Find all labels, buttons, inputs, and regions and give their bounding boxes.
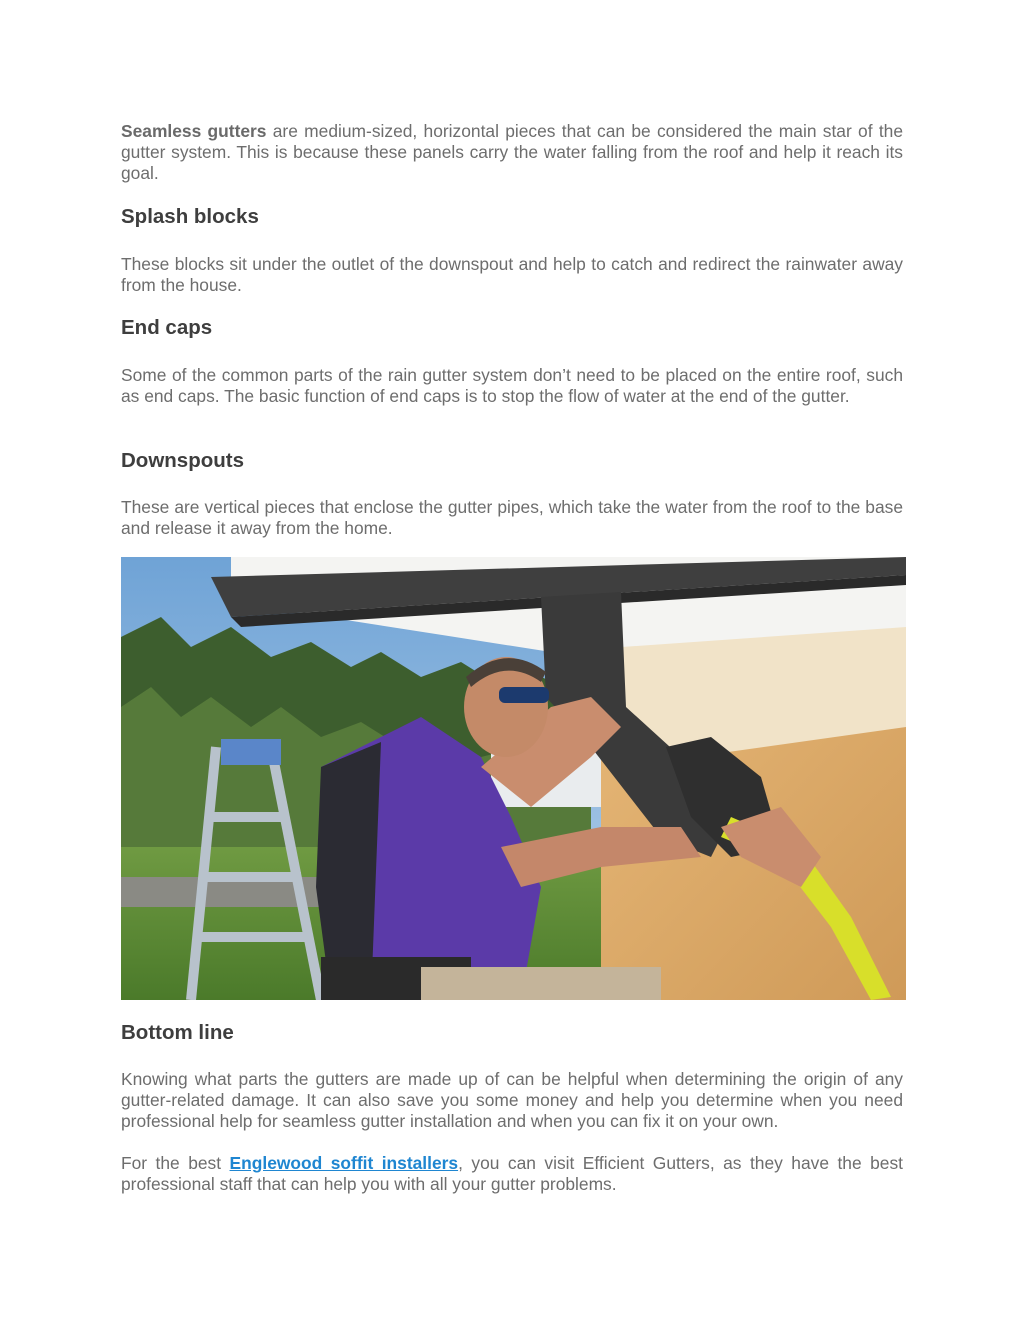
end-caps-paragraph: Some of the common parts of the rain gutter system don’t need to be placed on the entire roof, such as end caps. The basic function of end caps is to stop the flow of water at the end of the gutter. — [121, 365, 903, 406]
intro-paragraph — [121, 121, 903, 184]
closing-text-start: For the best — [121, 1153, 230, 1173]
intro-lead: Seamless gutters — [121, 121, 267, 141]
bottom-line-paragraph: Knowing what parts the gutters are made up of can be helpful when determining the origin of any gutter-related damage. It can also save you some money and help you determine when you need professional help for seamless gutter installation and when you can fix it on your own. — [121, 1069, 903, 1131]
closing-paragraph — [121, 1153, 903, 1195]
heading-splash-blocks: Splash blocks — [121, 205, 259, 228]
gutter-installation-photo — [121, 557, 906, 1000]
heading-bottom-line: Bottom line — [121, 1021, 234, 1044]
heading-downspouts: Downspouts — [121, 449, 244, 472]
closing-text-end: , you can visit Efficient Gutters, as they have the best professional staff that can help you with all your gutter problems. — [121, 1153, 903, 1194]
englewood-soffit-installers-link[interactable]: Englewood soffit installers — [229, 1153, 459, 1173]
heading-end-caps: End caps — [121, 316, 213, 339]
splash-blocks-paragraph: These blocks sit under the outlet of the downspout and help to catch and redirect the rainwater away from the house. — [121, 254, 903, 295]
intro-text: are medium-sized, horizontal pieces that can be considered the main star of the gutter system. This is because these panels carry the water falling from the roof and help it reach its goal. — [121, 121, 904, 183]
downspouts-paragraph: These are vertical pieces that enclose the gutter pipes, which take the water from the roof to the base and release it away from the home. — [121, 497, 903, 538]
